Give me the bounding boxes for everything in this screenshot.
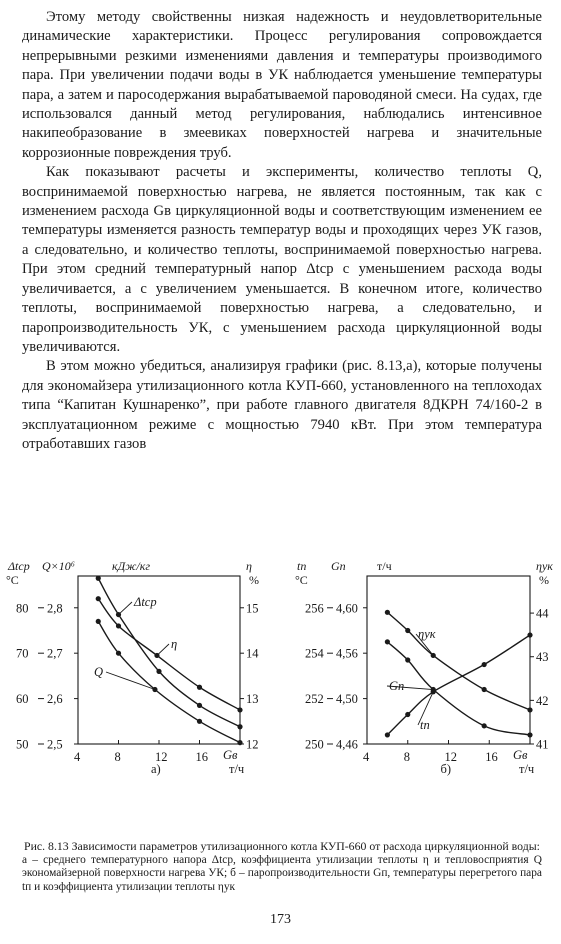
data-point [197, 703, 202, 708]
x-axis-label: Gв [513, 748, 528, 762]
x-axis-tick-label: 12 [155, 750, 168, 764]
data-point [482, 662, 487, 667]
right-axis-unit: % [249, 573, 259, 587]
data-point [405, 657, 410, 662]
right-axis-tick-label: 14 [246, 646, 259, 661]
series-label: ηук [418, 627, 436, 641]
data-point [96, 619, 101, 624]
left-axis2-tick-label: 4,46 [336, 737, 358, 752]
data-point [527, 632, 532, 637]
left-axis2-tick-label: 2,8 [47, 601, 63, 616]
data-point [237, 724, 242, 729]
plot-frame [367, 576, 530, 744]
paragraph-2: Как показывают расчеты и эксперименты, количество теплоты Q, воспринимаемой поверхностью нагрева, не является постоянным, так как с изменением расхода Gв циркуляционной воды и соответствующим изменением ее температуры изменяется разность температур воды и проходящих через УК газов, а следовательно, и количество теплоты, воспринимаемой поверхностью нагрева. При этом средний температурный напор Δtср с уменьшением расхода воды увеличивается, а с увеличением уменьшается. В конечном итоге, количество теплоты, воспринимаемой поверхностью нагрева, а следовательно, и паропроизводительность УК, с уменьшением расхода циркуляционной воды увеличиваются. [22, 164, 542, 355]
left-axis-tick-label: 252 [305, 692, 324, 707]
x-axis-tick-label: 4 [363, 750, 370, 764]
right-axis-tick-label: 43 [536, 650, 549, 665]
right-axis-tick-label: 41 [536, 737, 549, 752]
series-label: tп [420, 718, 430, 732]
data-point [482, 687, 487, 692]
paragraph-1: Этому методу свойственны низкая надежность и неудовлетворительные динамические характеристики. Процесс регулирования сопровождается непрерывными резкими изменениями давления и температуры производимого пара. При увеличении подачи воды в УК наблюдается уменьшение температуры пара, а затем и паросодержания вырабатываемой пароводяной смеси. На судах, где использовался данный метод регулирования, наблюдались интенсивное накипеобразование в змеевиках поверхностей нагрева и значительные коррозионные повреждения труб. [22, 9, 542, 161]
chart-panel-a [6, 559, 259, 776]
series-leader-line [157, 644, 169, 655]
chart-panel-b [295, 559, 553, 776]
right-axis-title: ηук [536, 559, 553, 573]
data-point [197, 719, 202, 724]
data-point [385, 610, 390, 615]
series-line [387, 635, 530, 735]
left-axis-unit: °C [6, 573, 19, 587]
page-number: 173 [270, 912, 291, 927]
left-axis2-tick-label: 2,6 [47, 692, 63, 707]
left-axis-tick-label: 80 [16, 601, 29, 616]
right-axis-tick-label: 44 [536, 606, 549, 621]
panel-label: а) [151, 762, 161, 776]
left-axis2-tick-label: 4,50 [336, 692, 358, 707]
series-label: Gп [389, 679, 405, 693]
body-text [22, 8, 542, 454]
data-point [237, 707, 242, 712]
left-axis2-unit: т/ч [377, 559, 392, 573]
left-axis-title: tп [297, 559, 307, 573]
x-axis-tick-label: 8 [403, 750, 410, 764]
data-point [96, 596, 101, 601]
data-point [482, 723, 487, 728]
series-leader-line [106, 672, 155, 690]
left-axis2-tick-label: 2,5 [47, 737, 63, 752]
data-point [96, 576, 101, 581]
series-leader-line [119, 602, 133, 615]
left-axis-tick-label: 60 [16, 692, 29, 707]
right-axis-tick-label: 15 [246, 601, 259, 616]
paragraph-3: В этом можно убедиться, анализируя графики (рис. 8.13,а), которые получены для экономайзера утилизационного котла КУП-660, установленного на теплоходах типа “Капитан Кушнаренко”, при работе главного двигателя 8ДКРН 74/160-2 в эксплуатационном режиме с мощностью 7940 кВт. При этом температура отработавших газов [22, 358, 542, 452]
x-axis-tick-label: 8 [114, 750, 121, 764]
caption-title: Рис. 8.13 Зависимости параметров утилизационного котла КУП-660 от расхода циркуляционной воды: [24, 839, 540, 853]
caption-body: а – среднего температурного напора Δtср, коэффициента утилизации теплоты η и тепловосприятия Q экономайзерной поверхности нагрева УК; б – паропроизводительности Gп, температуры перегретого пара tп и коэффициента утилизации теплоты ηук [22, 853, 542, 893]
x-axis-tick-label: 12 [444, 750, 457, 764]
data-point [405, 628, 410, 633]
figure-caption [22, 840, 542, 894]
x-axis-tick-label: 4 [74, 750, 81, 764]
data-point [237, 740, 242, 745]
left-axis2-title: Gп [331, 559, 346, 573]
x-axis-unit: т/ч [229, 762, 245, 776]
data-point [527, 732, 532, 737]
figure-8-13 [0, 548, 561, 838]
left-axis2-tick-label: 2,7 [47, 646, 63, 661]
data-point [116, 623, 121, 628]
left-axis2-unit: кДж/кг [112, 559, 151, 573]
data-point [527, 707, 532, 712]
x-axis-tick-label: 16 [485, 750, 498, 764]
left-axis2-title: Q×10⁶ [42, 559, 75, 573]
data-point [385, 732, 390, 737]
x-axis-unit: т/ч [519, 762, 535, 776]
right-axis-tick-label: 12 [246, 737, 259, 752]
data-point [197, 685, 202, 690]
series-label: Δtср [134, 595, 157, 609]
right-axis-tick-label: 42 [536, 693, 549, 708]
series-label: η [171, 637, 178, 651]
data-point [116, 651, 121, 656]
x-axis-label: Gв [223, 748, 238, 762]
right-axis-unit: % [539, 573, 549, 587]
left-axis-tick-label: 256 [305, 601, 324, 616]
left-axis-tick-label: 70 [16, 646, 29, 661]
series-line [387, 642, 530, 735]
plot-frame [78, 576, 240, 744]
left-axis-tick-label: 250 [305, 737, 324, 752]
series-label: Q [94, 665, 104, 679]
panel-label: б) [440, 762, 452, 776]
right-axis-tick-label: 13 [246, 692, 259, 707]
data-point [385, 639, 390, 644]
left-axis-title: Δtср [8, 559, 30, 573]
data-point [405, 712, 410, 717]
left-axis-unit: °C [295, 573, 308, 587]
left-axis2-tick-label: 4,60 [336, 601, 358, 616]
left-axis-tick-label: 50 [16, 737, 29, 752]
x-axis-tick-label: 16 [195, 750, 208, 764]
left-axis2-tick-label: 4,56 [336, 646, 358, 661]
data-point [156, 669, 161, 674]
right-axis-title: η [246, 559, 252, 573]
left-axis-tick-label: 254 [305, 646, 324, 661]
